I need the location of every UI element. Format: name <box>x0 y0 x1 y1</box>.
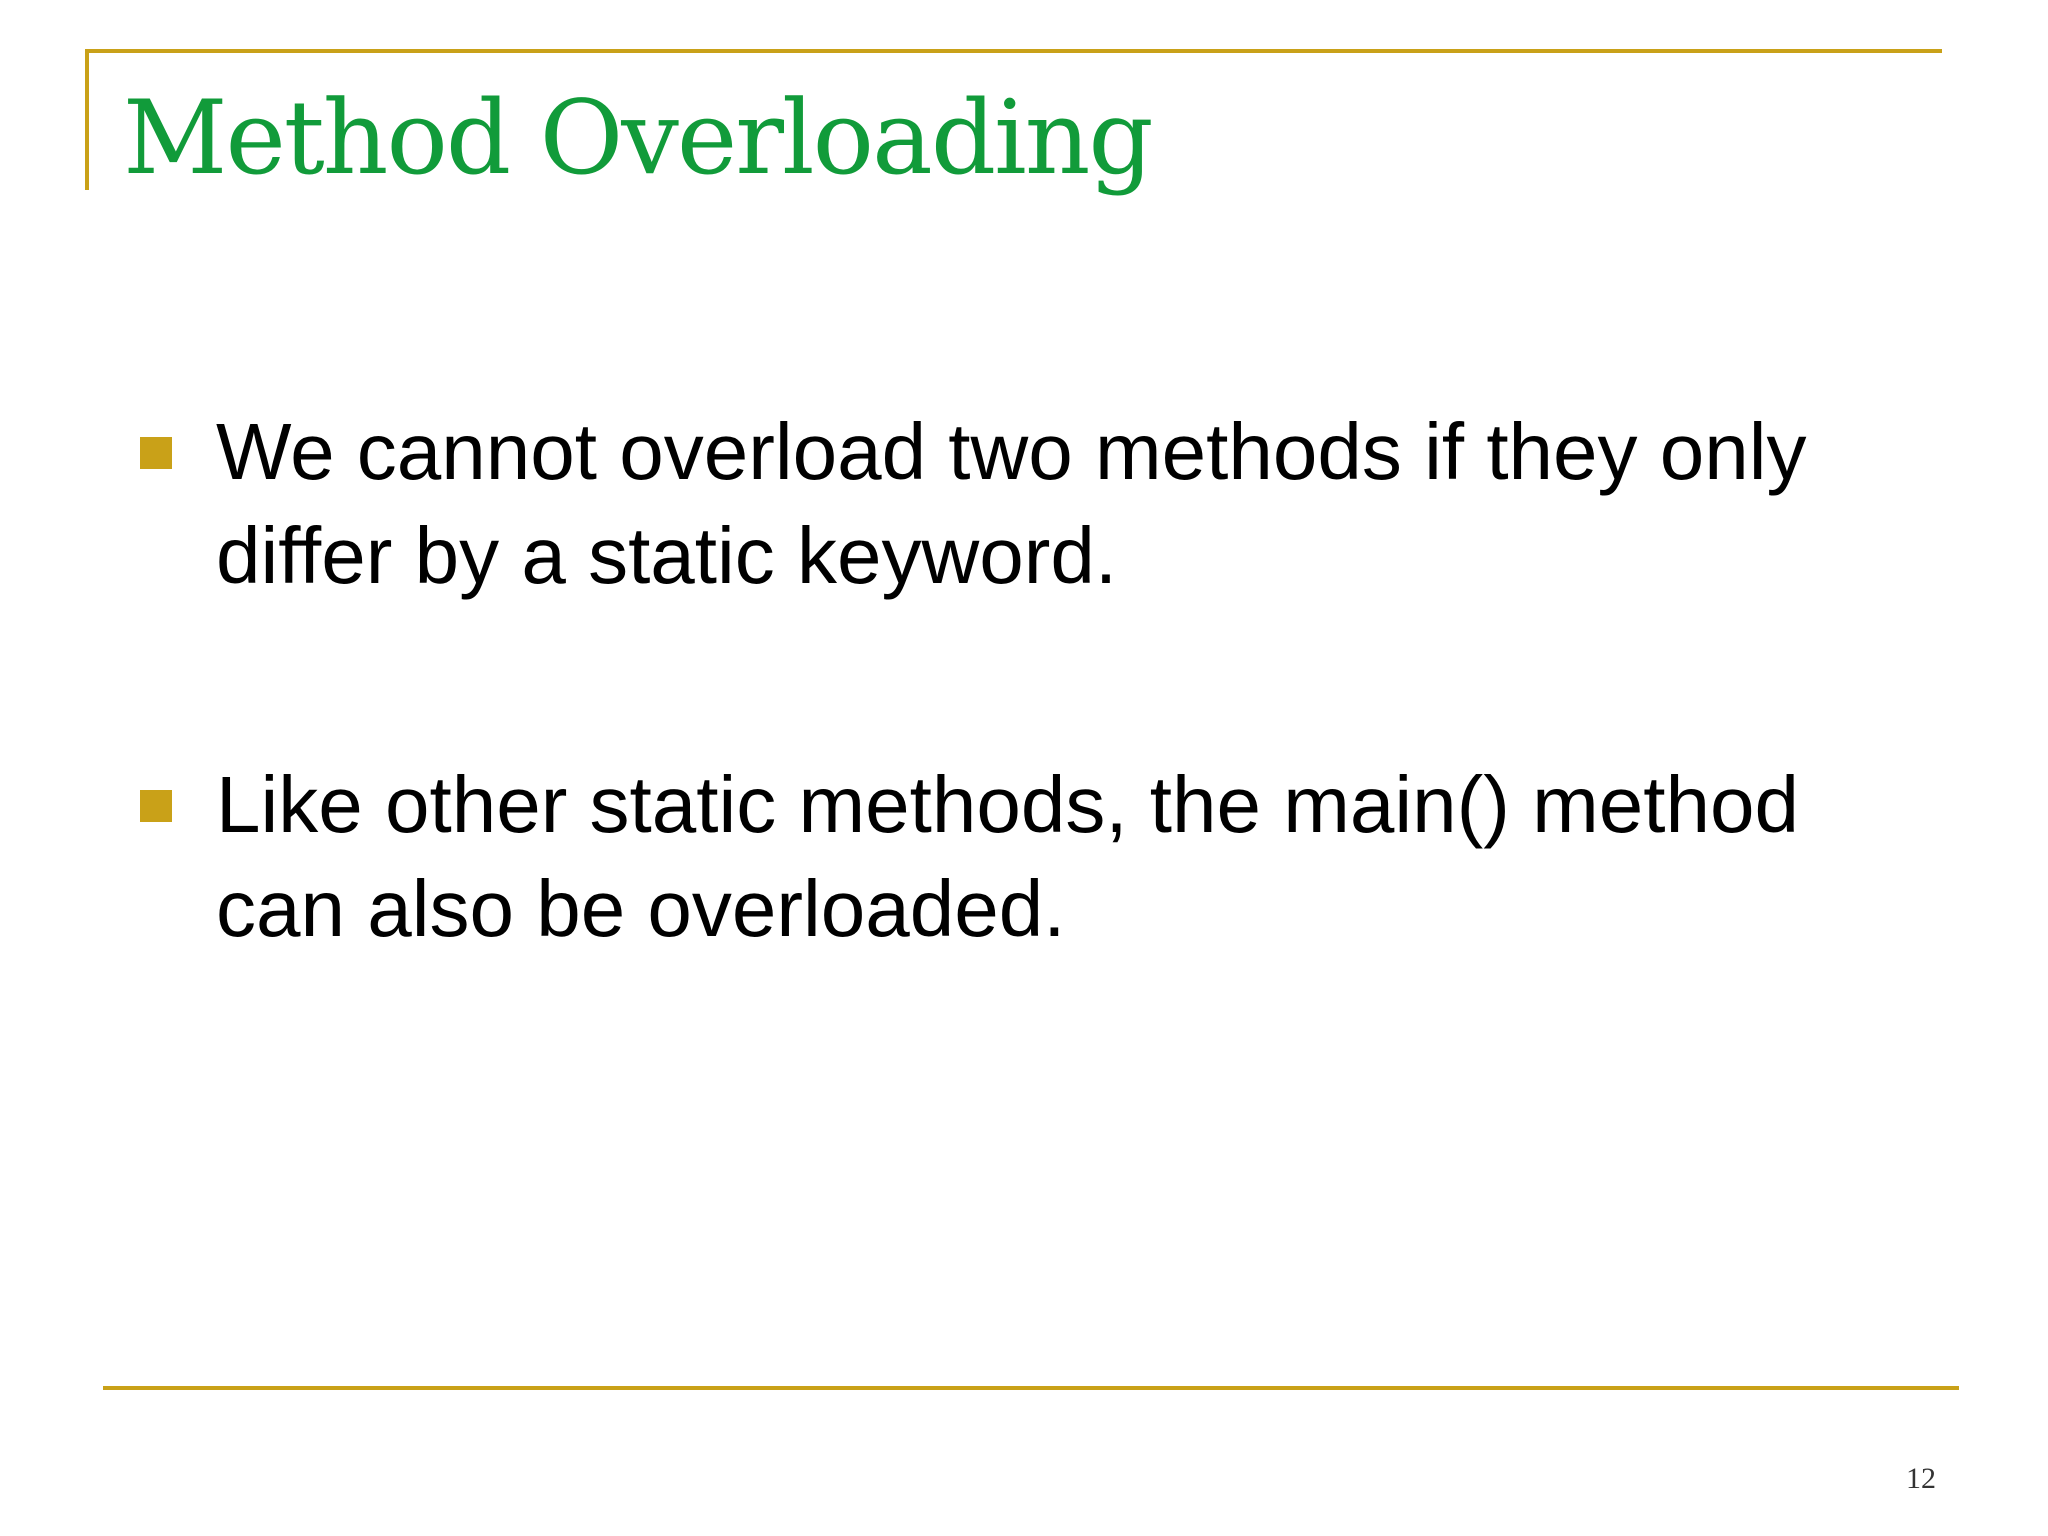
bullet-item <box>140 400 1940 608</box>
bullet-text: We cannot overload two methods if they only differ by a static keyword. <box>216 407 1807 600</box>
bullet-list <box>140 400 1940 1106</box>
page-number: 12 <box>1906 1462 1936 1495</box>
footer-rule <box>103 1386 1959 1390</box>
bullet-item <box>140 753 1940 961</box>
bullet-text: Like other static methods, the main() method can also be overloaded. <box>216 760 1799 953</box>
title-frame-top-rule <box>85 49 1942 53</box>
slide-title: Method Overloading <box>123 79 1152 198</box>
square-bullet-icon <box>140 437 172 469</box>
title-frame-left-rule <box>85 49 89 190</box>
square-bullet-icon <box>140 790 172 822</box>
